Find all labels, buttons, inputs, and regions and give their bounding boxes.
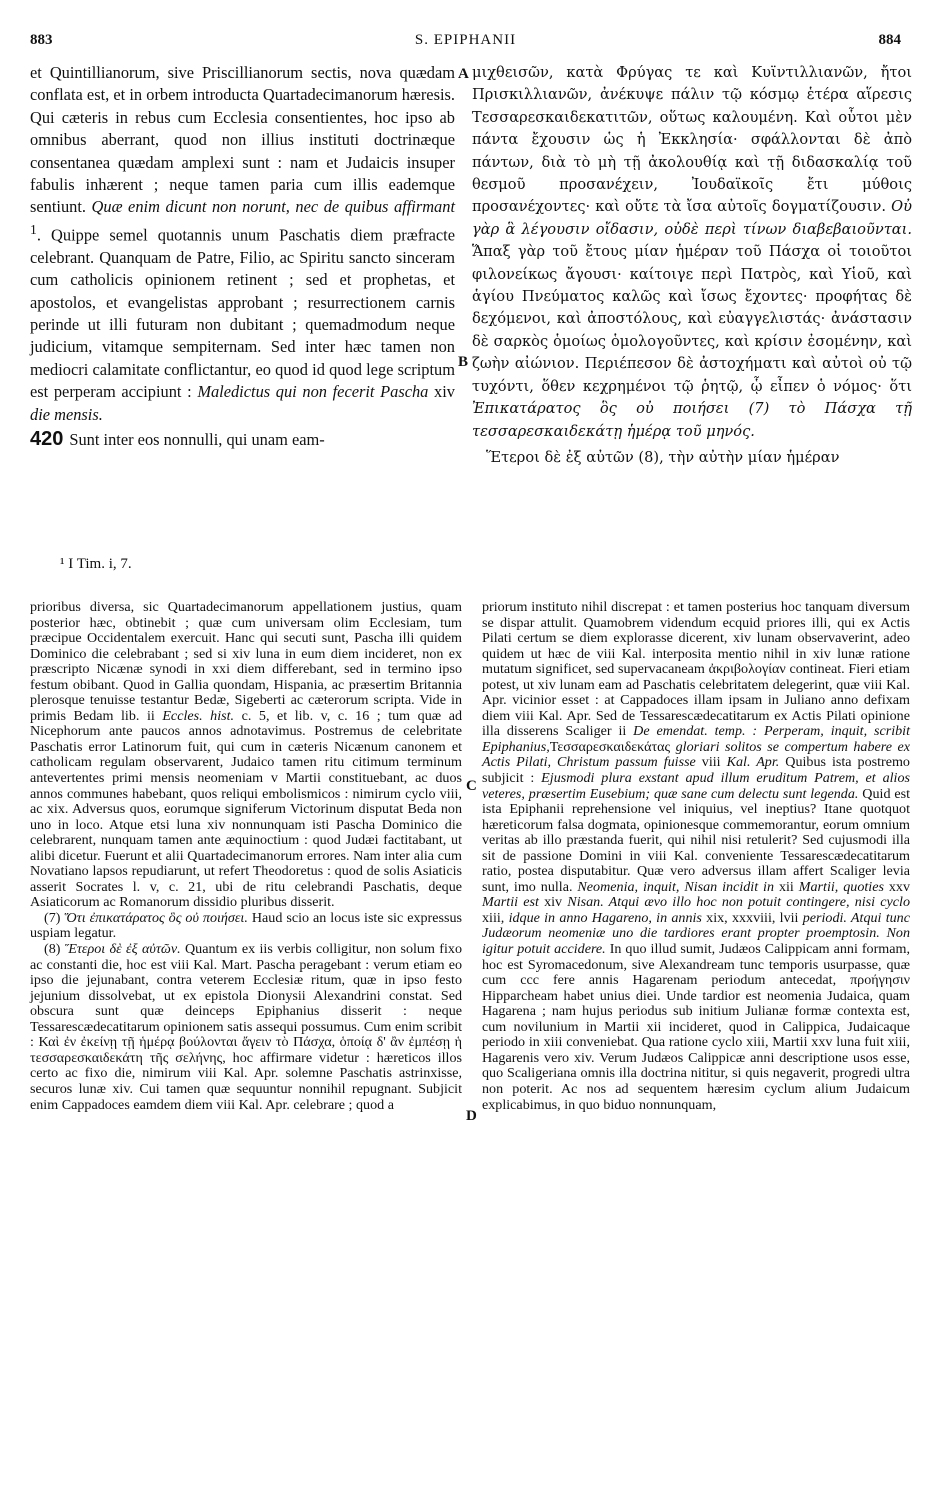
note-italic: , idque in anno Hagareno, in annis xyxy=(500,909,702,926)
page-header xyxy=(30,32,901,56)
note-italic: Martii, quoties xyxy=(798,878,884,895)
note-8 xyxy=(30,942,462,1113)
note-italic: Ejusmodi plura exstant apud illum eruditum Patrem, et alios veteres, præsertim Eusebium; quæ sane cum delectu sunt legenda. xyxy=(482,770,910,802)
latin-paragraph-1 xyxy=(30,62,455,426)
notes-left-column xyxy=(30,600,462,1113)
note-paragraph xyxy=(482,600,910,1113)
latin-italic-quote: die mensis. xyxy=(30,404,103,424)
latin-italic-quote: Quæ enim dicunt non norunt, nec de quibus affirmant xyxy=(91,197,455,217)
note-numeral: xiii xyxy=(482,909,501,926)
note-text: priorum instituto nihil discrepat : et tamen posterius hoc tanquam diversum se dispar attulit. Quamobrem videndum ecquid priores illi, qui ex Actis Pilati certum se diem explorasse dicerent, xiv lunam observaverint, adeo quidem ut hæc de viii Kal. interposita mentio nihil in xiv lunæ ratione mutatum significet, sed supervacaneam ἀκριβολογίαν contineat. Fieri etiam potest, ut xiv lunam eam ad Paschatis celebritatem delegerint, quæ viii Kal. Apr. vicinior esset : at Cappadoces illam ipsam in Juliano anno defixam diem viii Kal. Apr. Sed de Tessarescædecatitarum ex Actis Pilati opinione illa disserens Scaliger ii xyxy=(482,599,910,740)
note-greek: Τεσσαρεσκαιδεκάτας xyxy=(549,738,671,755)
note-text: Quibus ista postremo subjicit : xyxy=(482,754,910,787)
note-numeral: xiv xyxy=(544,894,563,911)
greek-paragraph-1 xyxy=(472,62,912,443)
margin-marker-c: C xyxy=(466,778,477,794)
note-italic: De emendat. temp. : Perperam, inquit, scribit Epiphanius, xyxy=(482,723,910,755)
note-numeral: xxv xyxy=(888,878,910,895)
greek-text-column xyxy=(472,62,912,469)
note-text: Haud scio an locus iste sic expressus uspiam legatur. xyxy=(30,909,463,942)
right-page-number: 884 xyxy=(878,32,901,48)
note-italic: Neomenia, inquit, Nisan incidit in xyxy=(577,878,775,895)
running-title: S. EPIPHANII xyxy=(414,32,517,48)
footnote: ¹ I Tim. i, 7. xyxy=(60,556,132,572)
note-text: c. 5, et lib. v, c. 16 ; tum quæ ad Nicephorum ante paucos annos adnotavimus. Postremus de celebritate Paschatis error Latinorum fuit, qui cum in cæteris Nicænum canonem et catholicam regulam observarent, Judaico tamen ritu citimum terminum antevertentes primi mensis neomeniam v Martii constituebant, ac duos annos communes habebant, quos reliqui embolismicos : nimirum cyclo viii, ac xix. Adversus quos, eorumque signiferum Victorinum disputat Beda non uno in loco. Atque etsi luna xiv nonnunquam isti Pascha Dominico die celebrarent, nunquam tamen ante æquinoctium : quod Judæi factitabant, ut alibi dicetur. Fuerunt et alii Quartadecimanorum errores. Nam inter alia cum Novatiano lapsos repudiarunt, ut refert Theodoretus : quod de solis Asiaticis asserit Socrates l. v, c. 21, ubi de ritu celebrandi Paschatis, deque Asiaticorum ac Romanorum dissidio pluribus disserit. xyxy=(30,707,463,911)
note-paragraph xyxy=(30,600,462,911)
latin-text-column xyxy=(30,62,455,451)
note-numeral: viii xyxy=(701,754,721,771)
note-italic: periodi. Atqui tunc Judæorum neomeniæ uno die tardiores erant propter proemptosin. Non igitur potuit accidere. xyxy=(482,909,910,958)
notes-right-column xyxy=(482,600,910,1113)
greek-text: Ἕτεροι δὲ ἐξ αὐτῶν (8), τὴν αὐτὴν μίαν ἡμέραν xyxy=(486,448,840,466)
greek-italic-quote: Οὐ γὰρ ἃ λέγουσιν οἴδασιν, οὐδὲ περὶ τίνων διαβεβαιοῦνται. xyxy=(472,198,912,238)
note-italic: Ὅτι ἐπικατάρατος ὃς οὐ ποιήσει. xyxy=(64,909,248,926)
note-numeral: xix, xxxviii, lvii xyxy=(706,909,799,926)
note-italic: Ἕτεροι δὲ ἐξ αὐτῶν. xyxy=(64,941,181,958)
latin-text: et Quintillianorum, sive Priscillianorum sectis, nova quædam conflata est, et in orbem introducta Quartadecimanorum hæresis. Qui cæteris in rebus cum Ecclesia consentientes, hoc ipso ab omnibus aberrant, quod non illius instituti doctrinæque consentanea quædam amplexi sunt : nam et Judaicis insuper fabulis inhærent ; neque tamen paria cum illis eademque sentiunt. xyxy=(30,63,455,217)
greek-text: Ἅπαξ γὰρ τοῦ ἔτους μίαν ἡμέραν τοῦ Πάσχα οἱ τοιοῦτοι φιλονείκως ἄγουσι· καίτοιγε περὶ Πατρὸς, καὶ Υἱοῦ, καὶ ἁγίου Πνεύματος καλῶς καὶ ἴσως ἔχοντες· προφήτας δὲ δεχόμενοι, καὶ ἀποστόλους, καὶ εὐαγγελιστάς· ἀνάστασιν δὲ σαρκὸς ὁμοίως ὁμολογοῦντες, καὶ κρίσιν ἐσομένην, καὶ ζωὴν αἰώνιον. Περιέπεσον δὲ ἀστοχήματι καὶ αὐτοὶ οὐ τῷ τυχόντι, ὅθεν κεχρημένοι τῷ ῥητῷ, ᾧ εἶπεν ὁ νόμος· ὅτι xyxy=(472,243,912,395)
note-label: (8) xyxy=(44,941,61,958)
note-label: (7) xyxy=(44,909,61,926)
note-text: Quid est ista Epiphanii reprehensione vel iniquius, vel ineptius? Itane quotquot hæreticorum falsa dogmata, opinionesque commemorantur, eorum omnium veritas ab illo præstanda fuerit, qui nihil nisi retulerit? Sed cujusmodi illa sit de passione Domini in viii Kal. conveniente Tessarescædecatitarum ratio, postea disputabitur. Quæ vero adversus illam affert Scaliger levia sunt, imo nulla. xyxy=(482,785,911,895)
note-italic: Nisan. Atqui ævo illo hoc non potuit contingere, nisi cyclo xyxy=(567,894,910,911)
left-page-number: 883 xyxy=(30,32,53,48)
note-italic: Eccles. hist. xyxy=(162,707,235,724)
note-text: In quo illud sumit, Judæos Calippicam anni formam, hoc est Syromacedonum, sive Alexandream tunc temporis usurpasse, quæ cum ccc fere annis Hagarenam periodum antecedat, προήγησιν Hipparcheam habet unius diei. Unde tardior est neomenia Judaica, quam Hagarena ; nam hujus periodus sub initium Julianæ formæ contexta est, cum novilunium in Martii xii incideret, quod in Calippica, Judaicaque periodo in xiii conveniebat. Qua ratione cyclo xiii, Martii xxv luna fuit xiii, Hagarenis vero xiv. Verum Judæos Calippicæ anni descriptione usos esse, quo Scaligeriana omnis illa doctrina nititur, si quis negaverit, progredi ultra non poterit. Ac nos ad sequentem hæresim cyclum alium Judaicum explicabimus, in quo biduo nonnunquam, xyxy=(482,941,910,1113)
greek-paragraph-2 xyxy=(472,447,912,469)
footnote-ref: 1 xyxy=(30,221,37,237)
margin-marker-a: A xyxy=(458,66,469,82)
note-italic: gloriari solitos se compertum habere ex Actis Pilati, Christum passum fuisse xyxy=(482,738,910,771)
section-number: 420 xyxy=(30,427,64,450)
note-text: Quantum ex iis verbis colligitur, non solum fixo ac constanti die, hoc est viii Kal. Mart. Pascha peragebant : verum etiam eo ipso die jejunabant, contra veterem Ecclesiæ ritum, quæ in ipso festo jejunium dissolvebat, ut ex epistola Dionysii Alexandrini constat. Sed obscura sunt quæ deinceps Epiphanius disserit : neque Tessarescædecatitarum opinionem satis assequi possumus. Cum enim scribit : Καὶ ἐν ἐκείνῃ τῇ ἡμέρᾳ βούλονται ἄγειν τὸ Πάσχα, ὁποίᾳ δ' ἂν ἐμπέσῃ ἡ τεσσαρεσκαιδεκάτη τῆς σελήνης, hoc affirmare videtur : hæreticos illos certo ac fixo die, nimirum viii Kal. Apr. solemne Paschatis astrinxisse, securos lunæ xiv. Cui tamen quæ sequuntur nonnihil repugnant. Subjicit enim Cappadoces eamdem diem viii Kal. Apr. celebrare ; quod a xyxy=(30,941,463,1113)
note-italic: Martii est xyxy=(482,894,539,911)
greek-text: μιχθεισῶν, κατὰ Φρύγας τε καὶ Κυϊντιλλιανῶν, ἤτοι Πρισκιλλιανῶν, ἀνέκυψε πάλιν τῷ κόσμῳ ἑτέρα αἵρεσις Τεσσαρεσκαιδεκατιτῶν, οὕτως καλουμένη. Καὶ οὗτοι μὲν πάντα ἔχουσιν ὡς ἡ Ἐκκλησία· σφάλλονται δὲ ἀπὸ πάντων, διὰ τὸ μὴ τῇ ἀκολουθίᾳ καὶ τῇ διδασκαλίᾳ τοῦ θεσμοῦ προσανέχειν, Ἰουδαϊκοῖς ἔτι μύθοις προσανέχοντες· καὶ οὔτε τὰ ἴσα αὐτοῖς δογματίζουσιν. xyxy=(472,64,912,216)
latin-paragraph-2 xyxy=(30,428,455,451)
note-italic: Kal. Apr. xyxy=(726,754,780,771)
margin-marker-b: B xyxy=(458,354,469,370)
greek-italic-quote: Ἐπικατάρατος ὃς οὐ ποιήσει (7) τὸ Πάσχα τῇ τεσσαρεσκαιδεκάτῃ ἡμέρᾳ τοῦ μηνός. xyxy=(472,400,912,440)
latin-text: Sunt inter eos nonnulli, qui unam eam- xyxy=(69,429,325,449)
note-text: prioribus diversa, sic Quartadecimanorum appellationem justius, quam posterior hæc, obtinebit ; quæ cum universam olim Ecclesiam, tum præcipue Occidentalem exercuit. Hanc qui secuti sunt, Pascha illi quidem Dominico die celebrabant ; sed si xiv luna in eum diem incideret, non ex præscripto Nicænæ synodi in xxi diem differebant, sed in termino ipso festum obibant. Quod in Gallia quondam, Hispania, ac præsertim Britannia plerosque tenuisse testantur Bedæ, Sigeberti ac cæterorum scripta. Vide in primis Bedam lib. ii xyxy=(30,599,462,724)
latin-italic-quote: Maledictus qui non fecerit Pascha xyxy=(197,382,429,402)
latin-text: . Quippe semel quotannis unum Paschatis diem præfracte celebrant. Quanquam de Patre, Filio, ac Spiritu sancto sinceram cum catholicis opinionem retinent ; sed et prophetas, et apostolos, et evangelistas approbant ; resurrectionem carnis perinde ut illi futuram non dubitant ; quemadmodum neque judicium, vitamque sempiternam. Sed inter hæc tamen non mediocri calamitate conflictantur, eo quod id quod lege scriptum est perperam accipiunt : xyxy=(30,225,455,402)
note-7 xyxy=(30,911,462,942)
note-numeral: xii xyxy=(778,878,794,895)
margin-marker-d: D xyxy=(466,1108,477,1124)
latin-numeral: xiv xyxy=(434,382,455,402)
